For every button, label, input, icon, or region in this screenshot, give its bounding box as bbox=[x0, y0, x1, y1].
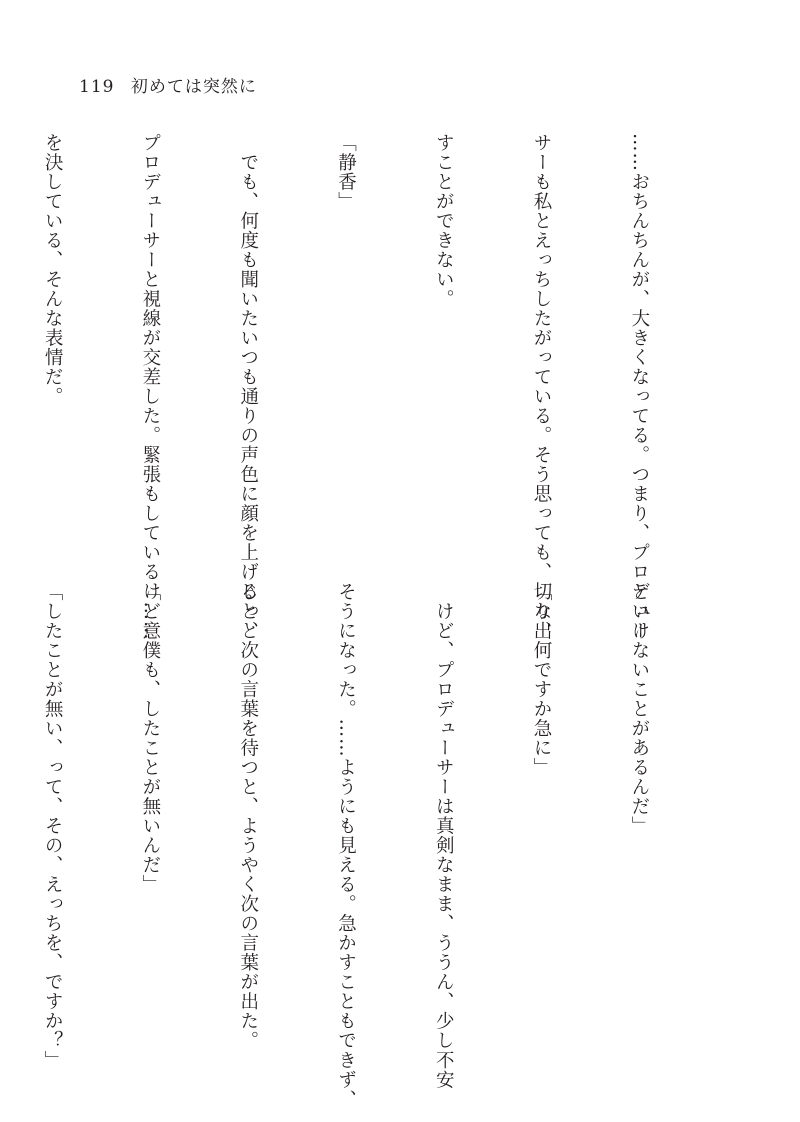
chapter-title: 初めては突然に bbox=[130, 77, 257, 97]
text-line: プロデューサーと視線が交差した。緊張もしているけど意 bbox=[139, 133, 161, 641]
text-line: といけないことがあるんだ」 bbox=[628, 582, 650, 836]
page-number: 119 bbox=[79, 77, 115, 97]
text-line: サーも私とえっちしたがっている。そう思っても、切り出 bbox=[531, 133, 553, 641]
text-line: けど、プロデューサーは真剣なまま、ううん、少し不安 bbox=[433, 582, 455, 1090]
text-line: でも、何度も聞いたいつも通りの声色に顔を上げると、 bbox=[237, 133, 259, 641]
top-text-block bbox=[42, 133, 720, 641]
text-line: そうになった。……ようにも見える。急かすこともできず、 bbox=[335, 582, 357, 1110]
text-line: ……おちんちんが、大きくなってる。つまり、プロデュー bbox=[628, 133, 650, 641]
text-line: じっと次の言葉を待つと、ようやく次の言葉が出た。 bbox=[237, 582, 259, 1051]
running-header bbox=[79, 72, 257, 97]
text-line: 「……僕も、したことが無いんだ」 bbox=[139, 582, 161, 895]
text-line: を決している、そんな表情だ。 bbox=[42, 133, 64, 407]
text-line: 「な、何ですか急に」 bbox=[531, 582, 553, 778]
text-line: すことができない。 bbox=[433, 133, 455, 309]
bottom-text-block bbox=[42, 582, 720, 1110]
text-line: 「したことが無い、って、その、えっちを、ですか？」 bbox=[42, 582, 64, 1070]
text-line: 「静香」 bbox=[335, 133, 357, 212]
